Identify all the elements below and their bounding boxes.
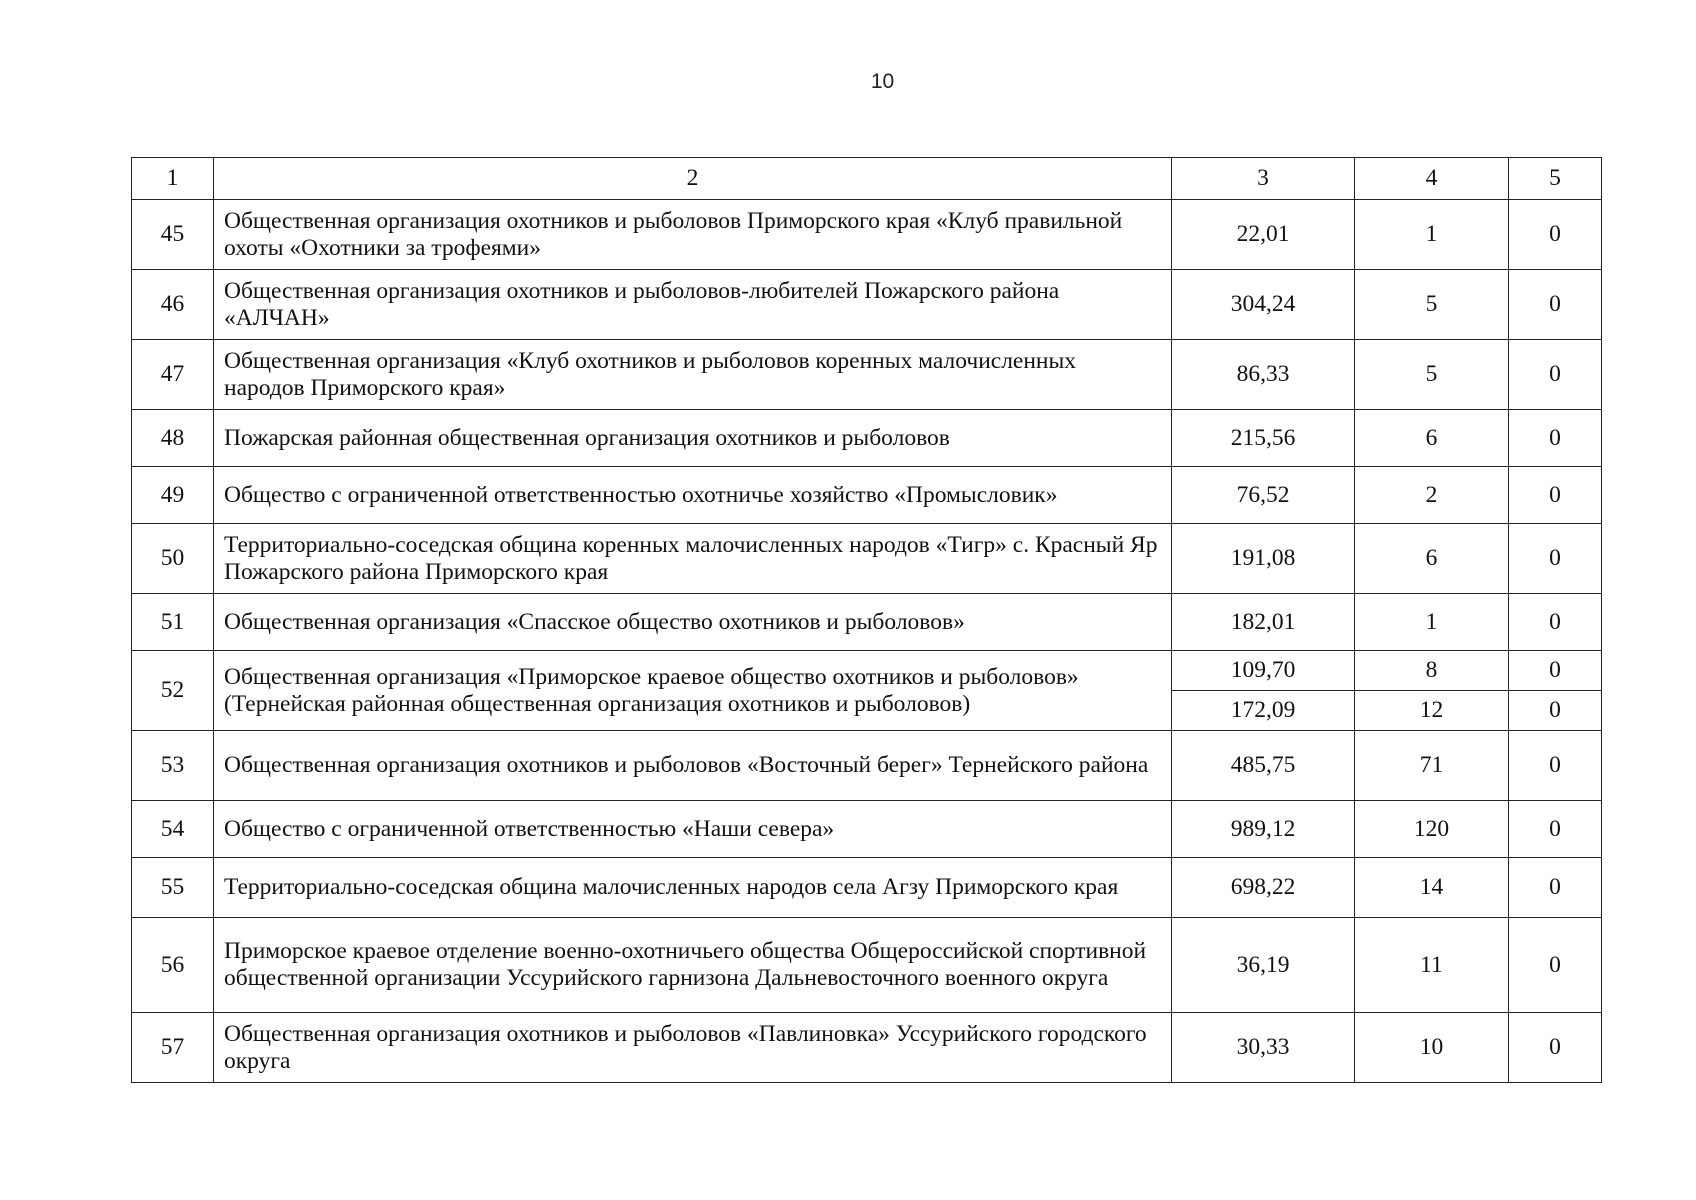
row-number: 51 (132, 594, 214, 651)
table-row (132, 200, 1602, 270)
column-5-value: 0 (1509, 691, 1602, 731)
organization-name: Общественная организация охотников и рыболовов-любителей Пожарского района «АЛЧАН» (214, 270, 1172, 340)
column-5-value: 0 (1509, 410, 1602, 467)
organization-name: Общественная организация охотников и рыболовов «Восточный берег» Тернейского района (214, 731, 1172, 801)
table-row (132, 651, 1602, 691)
row-number: 46 (132, 270, 214, 340)
area-value: 76,52 (1172, 467, 1355, 524)
column-5-value: 0 (1509, 731, 1602, 801)
column-header: 5 (1509, 158, 1602, 200)
column-4-value: 2 (1355, 467, 1509, 524)
column-5-value: 0 (1509, 270, 1602, 340)
column-4-value: 12 (1355, 691, 1509, 731)
row-number: 56 (132, 918, 214, 1013)
area-value: 109,70 (1172, 651, 1355, 691)
column-4-value: 1 (1355, 594, 1509, 651)
table-row (132, 731, 1602, 801)
column-4-value: 11 (1355, 918, 1509, 1013)
column-5-value: 0 (1509, 801, 1602, 858)
organization-name: Общественная организация «Приморское краевое общество охотников и рыболовов» (Тернейская районная общественная организация охотников и рыболовов) (214, 651, 1172, 731)
row-number: 48 (132, 410, 214, 467)
area-value: 86,33 (1172, 340, 1355, 410)
table-header-row (132, 158, 1602, 200)
table-row (132, 801, 1602, 858)
area-value: 485,75 (1172, 731, 1355, 801)
organization-name: Пожарская районная общественная организация охотников и рыболовов (214, 410, 1172, 467)
table-row (132, 340, 1602, 410)
column-5-value: 0 (1509, 200, 1602, 270)
column-4-value: 6 (1355, 410, 1509, 467)
column-header: 1 (132, 158, 214, 200)
area-value: 191,08 (1172, 524, 1355, 594)
area-value: 182,01 (1172, 594, 1355, 651)
table-row (132, 918, 1602, 1013)
column-4-value: 5 (1355, 340, 1509, 410)
organization-name: Территориально-соседская община малочисленных народов села Агзу Приморского края (214, 858, 1172, 918)
column-header: 2 (214, 158, 1172, 200)
organization-name: Общественная организация охотников и рыболовов Приморского края «Клуб правильной охоты «Охотники за трофеями» (214, 200, 1172, 270)
area-value: 215,56 (1172, 410, 1355, 467)
table-row (132, 467, 1602, 524)
column-5-value: 0 (1509, 918, 1602, 1013)
row-number: 50 (132, 524, 214, 594)
table-row (132, 858, 1602, 918)
row-number: 53 (132, 731, 214, 801)
area-value: 304,24 (1172, 270, 1355, 340)
area-value: 30,33 (1172, 1013, 1355, 1083)
column-4-value: 14 (1355, 858, 1509, 918)
column-5-value: 0 (1509, 1013, 1602, 1083)
column-header: 4 (1355, 158, 1509, 200)
column-5-value: 0 (1509, 858, 1602, 918)
table-row (132, 524, 1602, 594)
organization-name: Территориально-соседская община коренных малочисленных народов «Тигр» с. Красный Яр Пожарского района Приморского края (214, 524, 1172, 594)
row-number: 47 (132, 340, 214, 410)
organization-name: Приморское краевое отделение военно-охотничьего общества Общероссийской спортивной общественной организации Уссурийского гарнизона Дальневосточного военного округа (214, 918, 1172, 1013)
area-value: 172,09 (1172, 691, 1355, 731)
column-4-value: 8 (1355, 651, 1509, 691)
column-4-value: 10 (1355, 1013, 1509, 1083)
area-value: 22,01 (1172, 200, 1355, 270)
column-5-value: 0 (1509, 340, 1602, 410)
area-value: 989,12 (1172, 801, 1355, 858)
row-number: 49 (132, 467, 214, 524)
organization-name: Общественная организация «Клуб охотников и рыболовов коренных малочисленных народов Приморского края» (214, 340, 1172, 410)
column-4-value: 6 (1355, 524, 1509, 594)
row-number: 54 (132, 801, 214, 858)
column-5-value: 0 (1509, 594, 1602, 651)
table-row (132, 594, 1602, 651)
organization-name: Общество с ограниченной ответственностью «Наши севера» (214, 801, 1172, 858)
column-5-value: 0 (1509, 651, 1602, 691)
row-number: 45 (132, 200, 214, 270)
column-header: 3 (1172, 158, 1355, 200)
page-number: 10 (870, 70, 895, 93)
table-row (132, 1013, 1602, 1083)
organization-name: Общественная организация «Спасское общество охотников и рыболовов» (214, 594, 1172, 651)
row-number: 52 (132, 651, 214, 731)
table-row (132, 270, 1602, 340)
column-4-value: 71 (1355, 731, 1509, 801)
row-number: 55 (132, 858, 214, 918)
row-number: 57 (132, 1013, 214, 1083)
organization-name: Общество с ограниченной ответственностью охотничье хозяйство «Промысловик» (214, 467, 1172, 524)
area-value: 698,22 (1172, 858, 1355, 918)
column-4-value: 5 (1355, 270, 1509, 340)
column-5-value: 0 (1509, 524, 1602, 594)
area-value: 36,19 (1172, 918, 1355, 1013)
column-4-value: 120 (1355, 801, 1509, 858)
organizations-table (131, 157, 1602, 1083)
column-5-value: 0 (1509, 467, 1602, 524)
table-row (132, 410, 1602, 467)
column-4-value: 1 (1355, 200, 1509, 270)
organization-name: Общественная организация охотников и рыболовов «Павлиновка» Уссурийского городского округа (214, 1013, 1172, 1083)
